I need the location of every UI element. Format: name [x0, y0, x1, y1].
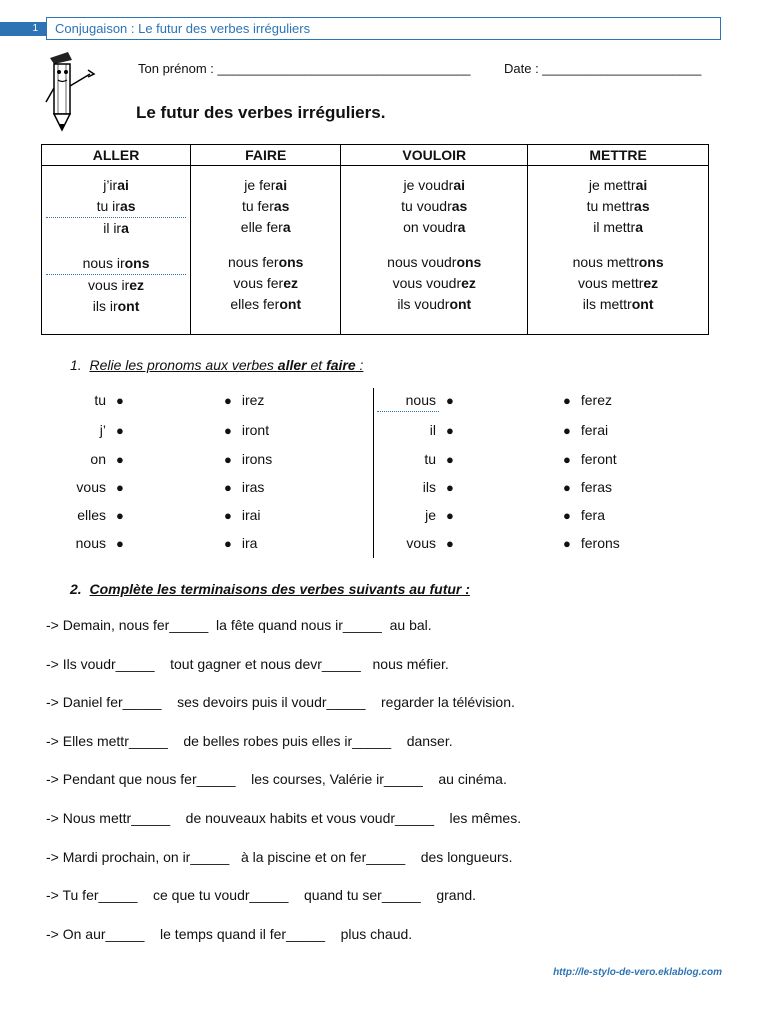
bullet-dot[interactable]: ● [563, 393, 571, 408]
bullet-dot[interactable]: ● [116, 480, 124, 495]
footer-url[interactable]: http://le-stylo-de-vero.eklablog.com [553, 967, 722, 978]
bullet-dot[interactable]: ● [563, 536, 571, 551]
aller-ending-item[interactable] [224, 451, 272, 467]
aller-ending-item[interactable] [224, 479, 264, 495]
fill-in-sentence[interactable]: -> Nous mettr_____ de nouveaux habits et vous voudr_____ les mêmes. [46, 810, 522, 826]
match-label: feront [580, 451, 617, 467]
conjugation-line: il mettra [593, 219, 643, 235]
first-name-field[interactable]: Ton prénom : ___________________________________ [138, 61, 471, 76]
faire-ending-item[interactable] [563, 535, 620, 551]
conjugation-line: ils voudront [397, 296, 472, 312]
worksheet-header-title: Conjugaison : Le futur des verbes irréguliers [46, 17, 721, 40]
match-label: irai [241, 507, 261, 523]
bullet-dot[interactable]: ● [446, 536, 454, 551]
match-label: irez [241, 392, 265, 408]
conjugation-line: j’irai [103, 177, 129, 193]
conjugation-line: elle fera [240, 219, 291, 235]
conjugation-line: nous ferons [227, 254, 304, 270]
aller-pronoun-item[interactable] [46, 507, 124, 523]
bullet-dot[interactable]: ● [446, 480, 454, 495]
conjugation-line: nous mettrons [572, 254, 664, 270]
fill-in-sentence[interactable]: -> Demain, nous fer_____ la fête quand nous ir_____ au bal. [46, 617, 432, 633]
conjugation-line: ils mettront [582, 296, 654, 312]
bullet-dot[interactable]: ● [224, 508, 232, 523]
match-label: vous [76, 479, 106, 495]
bullet-dot[interactable]: ● [563, 480, 571, 495]
match-label: tu [94, 392, 106, 408]
faire-pronoun-item[interactable] [376, 479, 454, 495]
bullet-dot[interactable]: ● [116, 452, 124, 467]
bullet-dot[interactable]: ● [563, 423, 571, 438]
conjugation-line: tu feras [241, 198, 290, 214]
faire-ending-item[interactable] [563, 507, 605, 523]
conjugation-line: je mettrai [588, 177, 648, 193]
fill-in-sentence[interactable]: -> Pendant que nous fer_____ les courses, Valérie ir_____ au cinéma. [46, 771, 507, 787]
bullet-dot[interactable]: ● [563, 508, 571, 523]
page-title: Le futur des verbes irréguliers. [136, 103, 386, 122]
exercise2-title: 2. Complète les terminaisons des verbes suivants au futur : [70, 581, 470, 597]
fill-in-sentence[interactable]: -> Mardi prochain, on ir_____ à la piscine et on fer_____ des longueurs. [46, 849, 513, 865]
page-number: 1 [0, 22, 46, 36]
faire-pronoun-item[interactable] [376, 392, 454, 408]
faire-ending-item[interactable] [563, 392, 612, 408]
aller-pronoun-item[interactable] [46, 392, 124, 408]
fill-in-sentence[interactable]: -> On aur_____ le temps quand il fer_____ plus chaud. [46, 926, 413, 942]
conjugation-line: tu mettras [586, 198, 650, 214]
bullet-dot[interactable]: ● [224, 423, 232, 438]
bullet-dot[interactable]: ● [224, 480, 232, 495]
match-label: nous [75, 535, 106, 551]
bullet-dot[interactable]: ● [446, 452, 454, 467]
conjugation-line: vous voudrez [392, 275, 476, 291]
match-label: nous [405, 392, 436, 408]
bullet-dot[interactable]: ● [116, 423, 124, 438]
exercise1-title: 1. Relie les pronoms aux verbes aller et faire : [70, 357, 364, 373]
match-label: tu [424, 451, 436, 467]
aller-conjugations [42, 166, 190, 317]
faire-conjugations [191, 166, 340, 315]
faire-ending-item[interactable] [563, 422, 608, 438]
bullet-dot[interactable]: ● [116, 508, 124, 523]
conjugation-line: vous mettrez [578, 275, 659, 291]
faire-ending-item[interactable] [563, 451, 617, 467]
conjugation-line: tu voudras [401, 198, 468, 214]
match-label: irons [241, 451, 273, 467]
bullet-dot[interactable]: ● [116, 393, 124, 408]
bullet-dot[interactable]: ● [563, 452, 571, 467]
col-header-aller: ALLER [42, 145, 191, 166]
conjugation-line: vous irez [88, 277, 145, 293]
vouloir-conjugations [341, 166, 527, 315]
conjugation-line: je ferai [244, 177, 288, 193]
bullet-dot[interactable]: ● [224, 393, 232, 408]
match-label: fera [580, 507, 605, 523]
aller-ending-item[interactable] [224, 392, 264, 408]
aller-ending-item[interactable] [224, 507, 261, 523]
conjugation-line: ils iront [92, 298, 140, 314]
aller-pronoun-item[interactable] [46, 422, 124, 438]
conjugation-line: il ira [103, 220, 129, 236]
bullet-dot[interactable]: ● [224, 536, 232, 551]
mettre-conjugations [528, 166, 708, 315]
fill-in-sentence[interactable]: -> Ils voudr_____ tout gagner et nous devr_____ nous méfier. [46, 656, 449, 672]
match-label: feras [580, 479, 612, 495]
faire-pronoun-item[interactable] [376, 507, 454, 523]
date-field[interactable]: Date : ______________________ [504, 61, 702, 76]
aller-pronoun-item[interactable] [46, 535, 124, 551]
faire-pronoun-item[interactable] [376, 422, 454, 438]
match-label: elles [77, 507, 106, 523]
aller-ending-item[interactable] [224, 535, 257, 551]
conjugation-line: nous irons [46, 253, 186, 275]
bullet-dot[interactable]: ● [446, 423, 454, 438]
bullet-dot[interactable]: ● [446, 393, 454, 408]
match-label: vous [406, 535, 436, 551]
faire-pronoun-item[interactable] [376, 451, 454, 467]
aller-pronoun-item[interactable] [46, 479, 124, 495]
fill-in-sentence[interactable]: -> Tu fer_____ ce que tu voudr_____ quand tu ser_____ grand. [46, 887, 477, 903]
match-label: ira [241, 535, 258, 551]
match-label: il [429, 422, 436, 438]
conjugation-line: vous ferez [233, 275, 299, 291]
match-label: iras [241, 479, 265, 495]
col-header-faire: FAIRE [191, 145, 341, 166]
bullet-dot[interactable]: ● [224, 452, 232, 467]
dotted-underline [377, 411, 439, 412]
bullet-dot[interactable]: ● [446, 508, 454, 523]
pencil-mascot-icon [40, 50, 96, 136]
match-label: on [90, 451, 106, 467]
verb-conjugation-table [41, 144, 709, 335]
fill-in-sentence[interactable]: -> Elles mettr_____ de belles robes puis elles ir_____ danser. [46, 733, 453, 749]
aller-ending-item[interactable] [224, 422, 269, 438]
match-label: je [425, 507, 436, 523]
conjugation-line: tu iras [46, 196, 186, 218]
col-header-mettre: METTRE [528, 145, 709, 166]
col-header-vouloir: VOULOIR [341, 145, 528, 166]
match-label: ferez [580, 392, 612, 408]
bullet-dot[interactable]: ● [116, 536, 124, 551]
fill-in-sentence[interactable]: -> Daniel fer_____ ses devoirs puis il voudr_____ regarder la télévision. [46, 694, 515, 710]
match-label: iront [241, 422, 270, 438]
faire-ending-item[interactable] [563, 479, 612, 495]
match-label: ferai [580, 422, 609, 438]
match-label: j’ [99, 422, 106, 438]
conjugation-line: elles feront [230, 296, 302, 312]
faire-pronoun-item[interactable] [376, 535, 454, 551]
match-label: ils [422, 479, 436, 495]
match-label: ferons [580, 535, 620, 551]
conjugation-line: on voudra [403, 219, 466, 235]
conjugation-line: nous voudrons [387, 254, 482, 270]
aller-pronoun-item[interactable] [46, 451, 124, 467]
matching-divider [373, 388, 374, 558]
conjugation-line: je voudrai [403, 177, 466, 193]
